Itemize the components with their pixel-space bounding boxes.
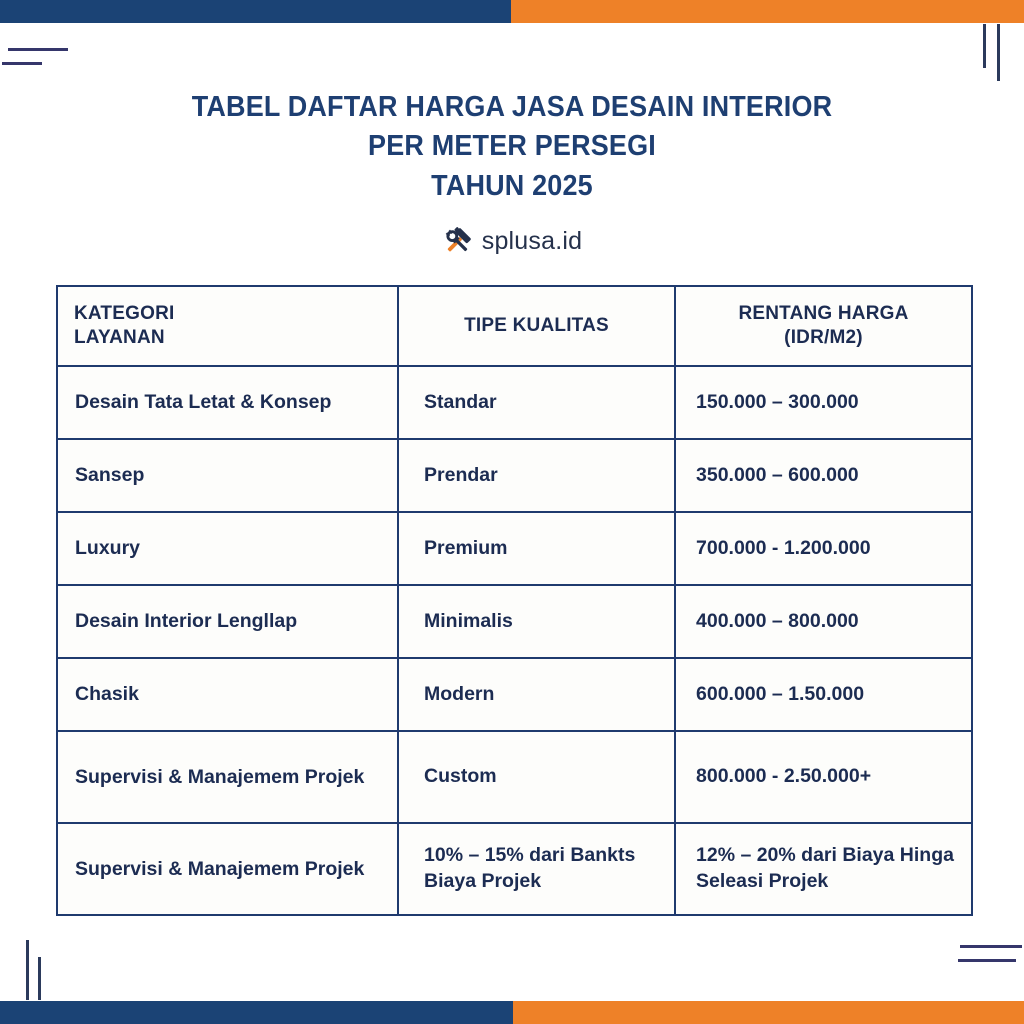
cell-price: 700.000 - 1.200.000 [675,512,972,585]
cell-quality: Premium [398,512,675,585]
table-header [57,286,972,366]
table-header-row [57,286,972,366]
column-header-quality: TIPE KUALITAS [398,286,675,366]
top-left-navy-bar [0,0,511,23]
cell-quality: Minimalis [398,585,675,658]
decor-line-top-left-1 [8,48,68,51]
decor-line-bottom-left-2 [38,957,41,1000]
table-body [57,366,972,915]
cell-category: Supervisi & Manajemem Projek [57,731,398,823]
column-header-price-line1: RENTANG HARGA [738,302,909,324]
title-line-3: TAHUN 2025 [431,169,593,202]
cell-price: 800.000 - 2.50.000+ [675,731,972,823]
decor-line-top-left-2 [2,62,42,65]
title-line-1: TABEL DAFTAR HARGA JASA DESAIN INTERIOR [191,91,833,123]
title-line-2: PER METER PERSEGI [368,130,656,163]
table-row [57,731,972,823]
cell-quality: Modern [398,658,675,731]
table-row [57,366,972,439]
table-row [57,512,972,585]
cell-price: 150.000 – 300.000 [675,366,972,439]
cell-category: Desain Interior Lengllap [57,585,398,658]
table-row [57,658,972,731]
price-table [56,285,973,916]
column-header-category-line1: KATEGORI [74,302,175,324]
cell-category: Luxury [57,512,398,585]
decor-line-top-right-2 [997,24,1000,81]
decor-line-top-right-1 [983,24,986,68]
cell-category: Sansep [57,439,398,512]
page-title [0,88,1024,206]
cell-category: Supervisi & Manajemem Projek [57,823,398,915]
column-header-price [675,286,972,366]
hammer-wrench-icon [442,226,473,257]
cell-price: 350.000 – 600.000 [675,439,972,512]
table-row [57,823,972,915]
cell-quality: Custom [398,731,675,823]
decor-line-bottom-right-2 [958,959,1016,962]
decor-line-bottom-right-1 [960,945,1022,948]
brand-name: splusa.id [481,227,583,255]
column-header-price-line2: (IDR/M2) [784,327,863,348]
cell-price: 400.000 – 800.000 [675,585,972,658]
table-row [57,585,972,658]
cell-quality: Standar [398,366,675,439]
cell-category: Chasik [57,658,398,731]
top-right-orange-bar [511,0,1024,23]
column-header-category [57,286,398,366]
decor-line-bottom-left-1 [26,940,29,1000]
brand-logo [0,226,1024,257]
bottom-right-orange-bar [513,1001,1024,1024]
cell-quality: Prendar [398,439,675,512]
bottom-left-navy-bar [0,1001,513,1024]
cell-price: 12% – 20% dari Biaya Hinga Seleasi Projek [675,823,972,915]
cell-category: Desain Tata Letat & Konsep [57,366,398,439]
cell-price: 600.000 – 1.50.000 [675,658,972,731]
cell-quality: 10% – 15% dari Bankts Biaya Projek [398,823,675,915]
table-row [57,439,972,512]
column-header-category-line2: LAYANAN [74,327,165,348]
